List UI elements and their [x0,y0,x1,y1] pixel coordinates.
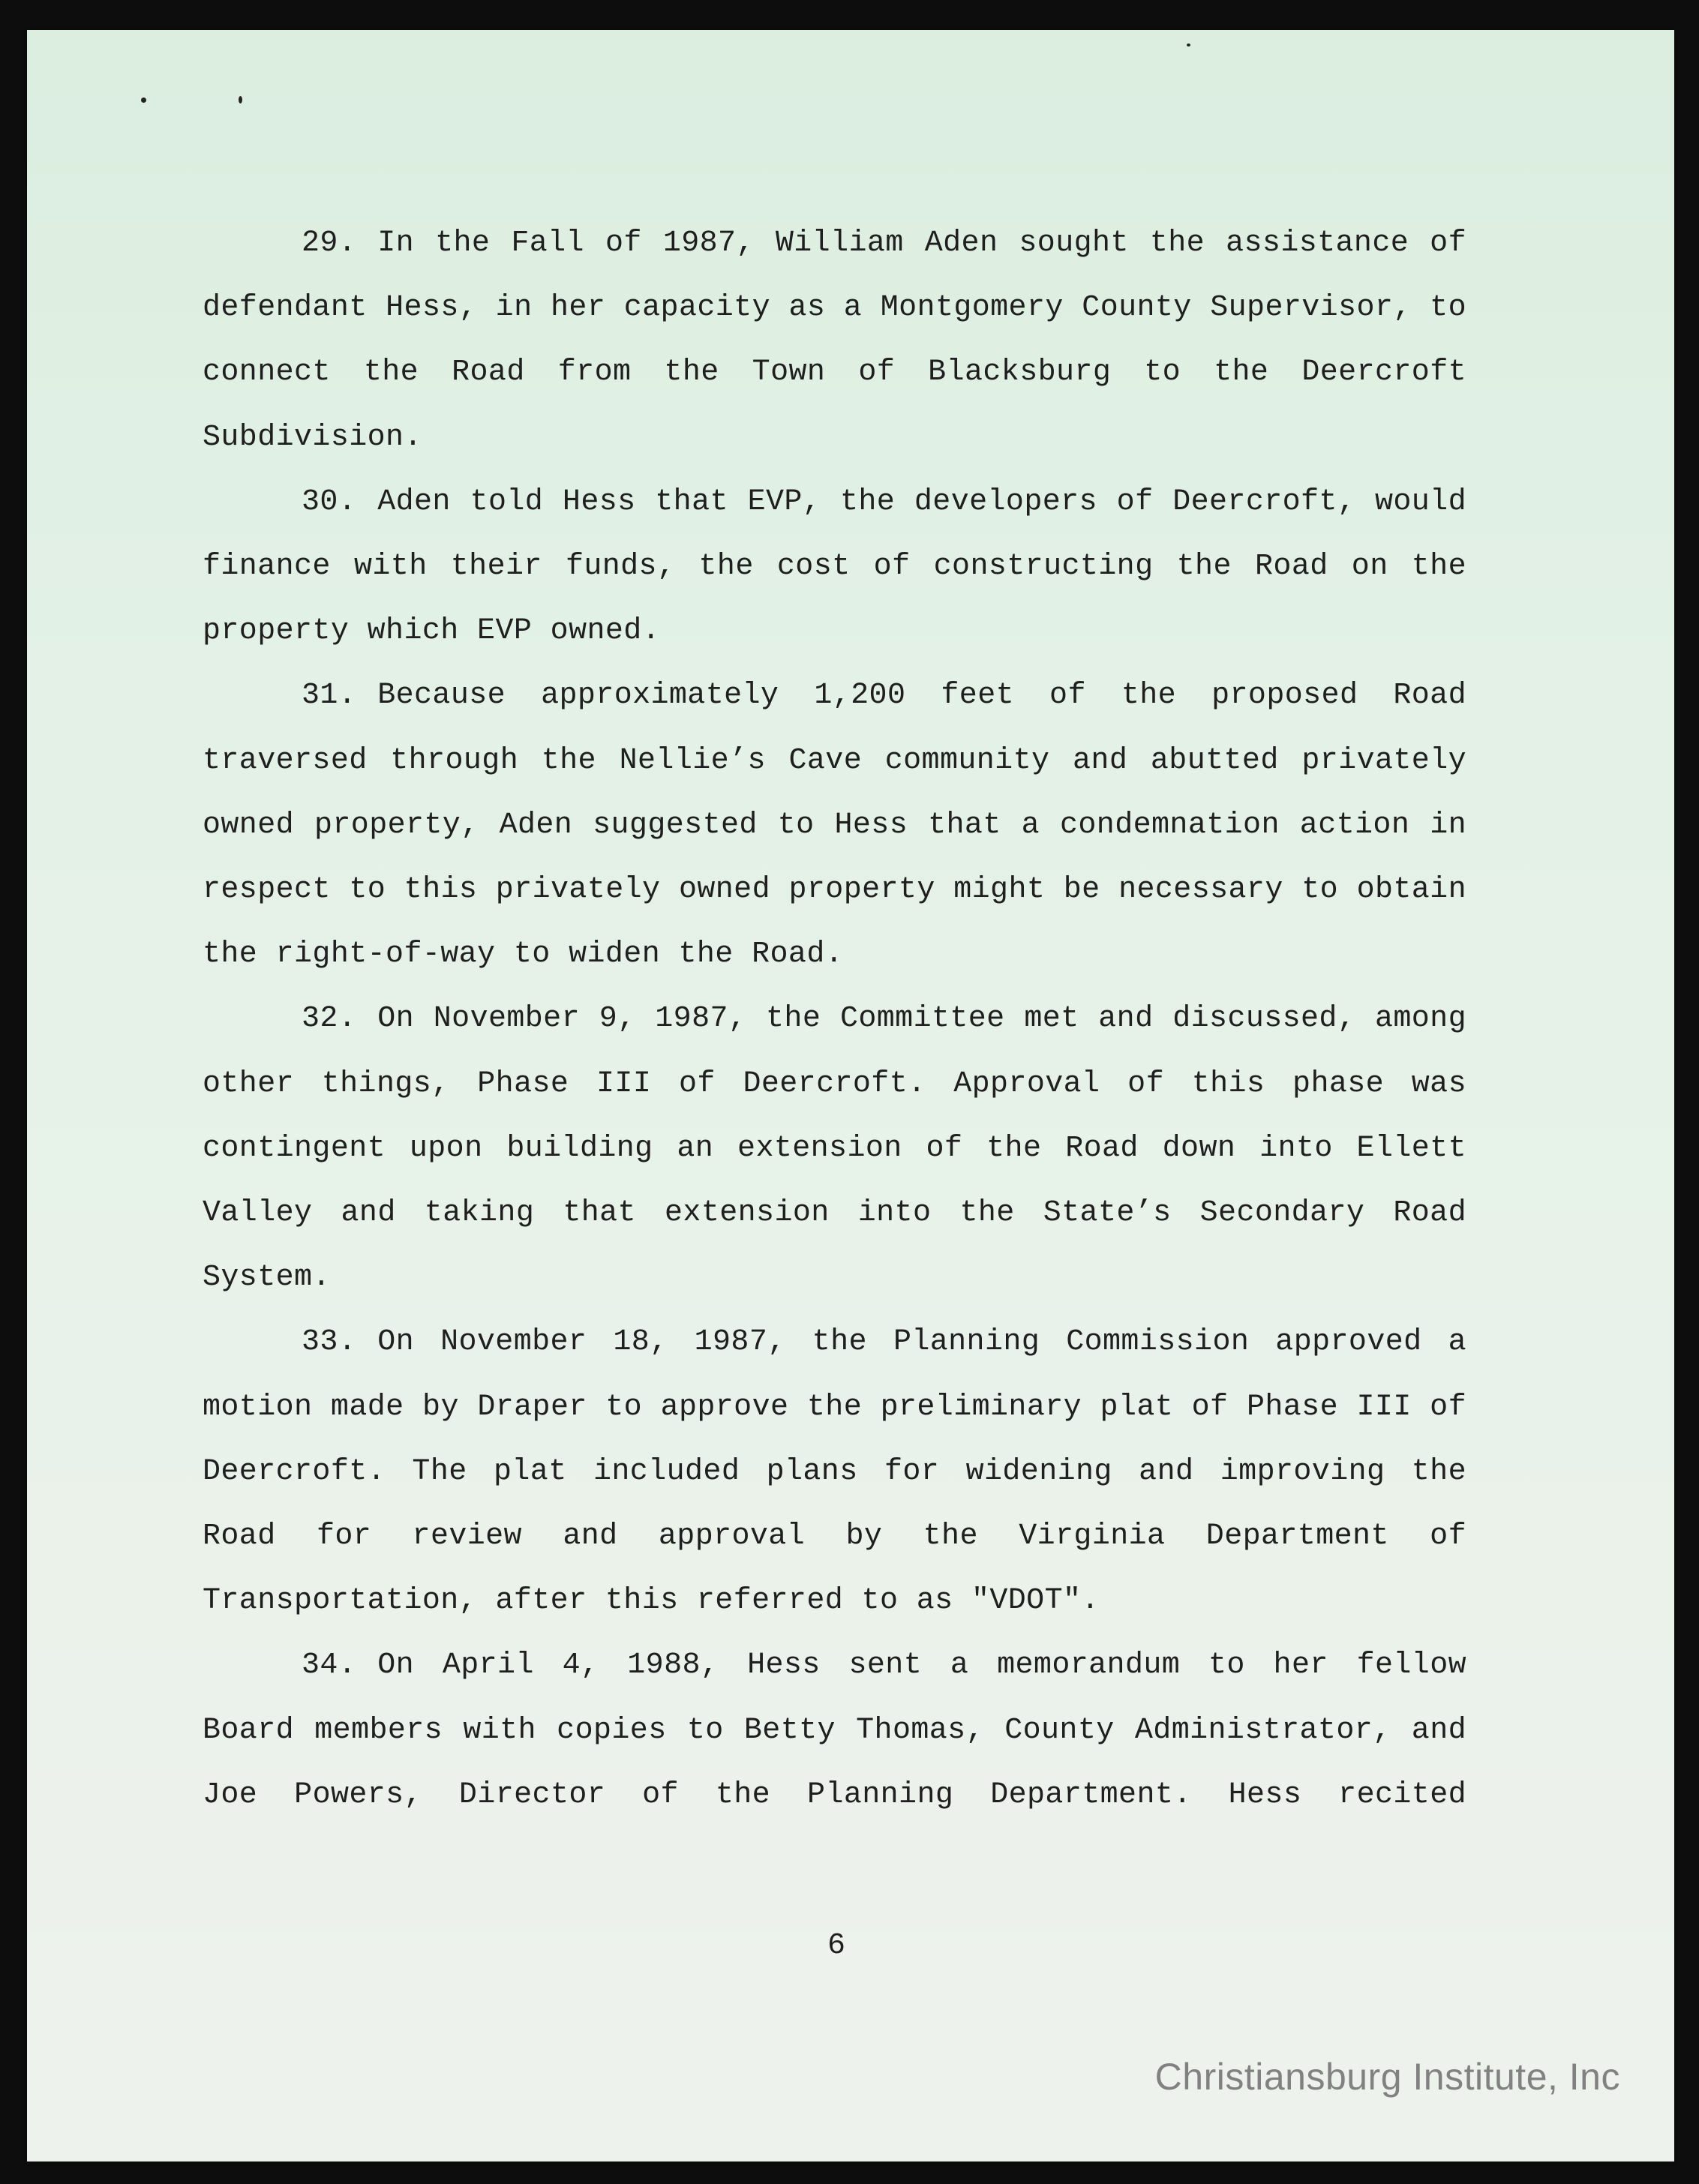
paragraph-number: 30. [302,484,357,519]
paragraph-text: On November 18, 1987, the Planning Commission approved a motion made by Draper to approve the preliminary plat of Phase III of Deercroft. The plat included plans for widening and improving the Road for review and approval by the Virginia Department of Transportation, after this referred to as "VDOT". [203,1325,1466,1618]
paragraph-text: Aden told Hess that EVP, the developers of Deercroft, would finance with their funds, the cost of constructing the Road on the property which EVP owned. [203,484,1466,649]
archive-watermark: Christiansburg Institute, Inc [1154,2056,1620,2098]
paragraph-31 [203,664,1466,987]
paragraph-34 [203,1634,1466,1828]
paragraph-text: On April 4, 1988, Hess sent a memorandum to her fellow Board members with copies to Betty Thomas, County Administrator, and Joe Powers, Director of the Planning Department. Hess recited [203,1648,1466,1812]
scan-speck [239,96,242,104]
paragraph-number: 29. [302,226,357,260]
paragraph-text: On November 9, 1987, the Committee met and discussed, among other things, Phase III of Deercroft. Approval of this phase was contingent upon building an extension of the Road down into Ellett Valley and taking that extension into the State’s Secondary Road System. [203,1002,1466,1295]
paragraph-number: 31. [302,679,357,713]
paragraph-30 [203,470,1466,664]
paragraph-text: In the Fall of 1987, William Aden sought the assistance of defendant Hess, in her capacity as a Montgomery County Supervisor, to connect the Road from the Town of Blacksburg to the Deercroft Subdivision. [203,226,1466,454]
paragraph-number: 34. [302,1648,357,1683]
paragraph-33 [203,1310,1466,1634]
paragraph-number: 33. [302,1325,357,1360]
document-body [203,212,1466,1828]
page-number: 6 [827,1929,845,1963]
paragraph-29 [203,212,1466,470]
scan-speck [141,98,146,103]
paragraph-text: Because approximately 1,200 feet of the proposed Road traversed through the Nellie’s Cave community and abutted privately owned property, Aden suggested to Hess that a condemnation action in respect to this privately owned property might be necessary to obtain the right-of-way to widen the Road. [203,679,1466,972]
scan-speck [1187,44,1190,46]
paragraph-32 [203,987,1466,1310]
paragraph-number: 32. [302,1002,357,1036]
